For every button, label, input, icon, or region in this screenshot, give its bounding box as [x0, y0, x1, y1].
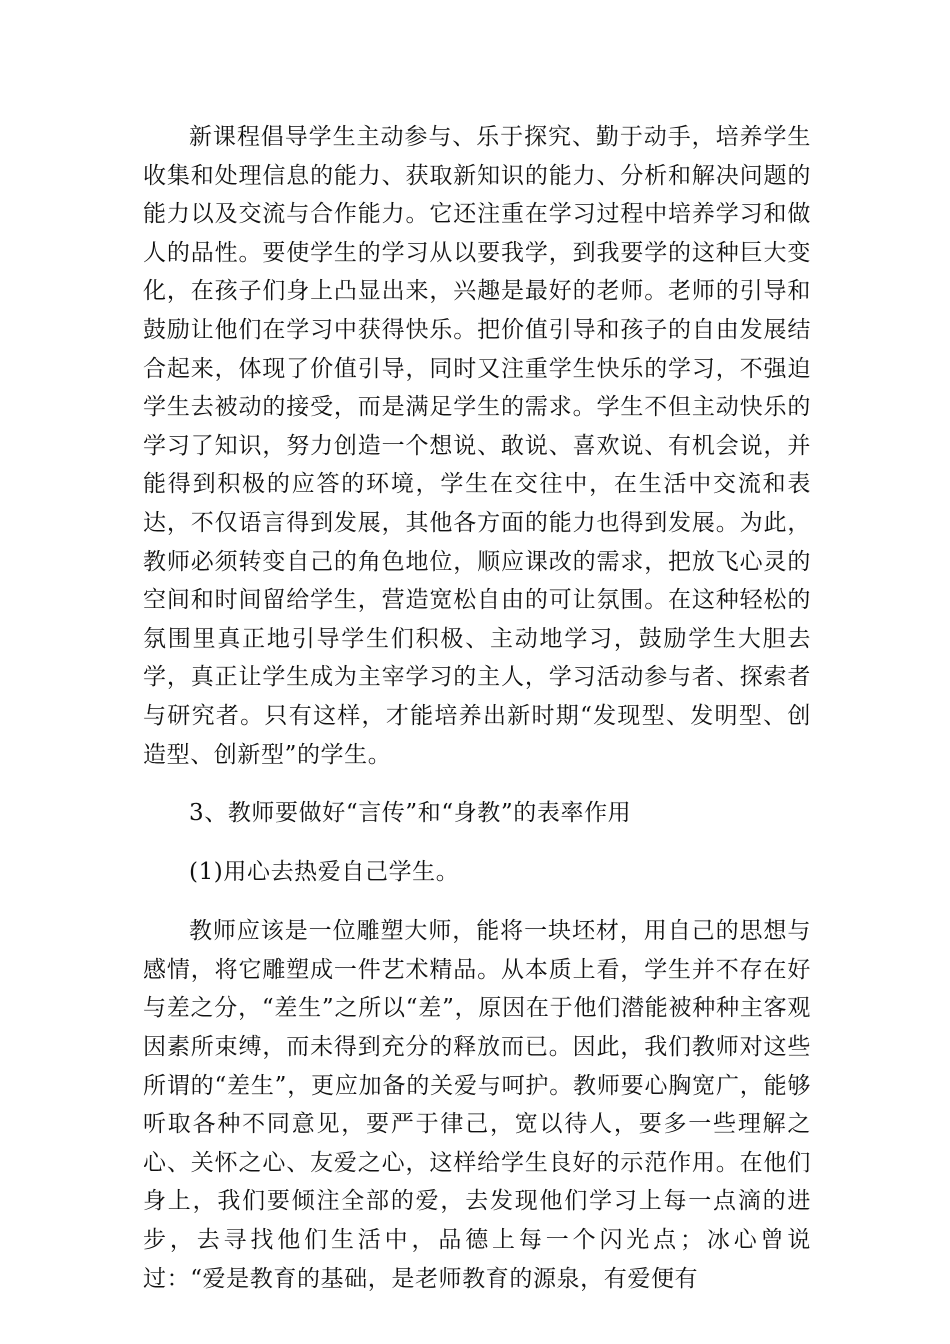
body-paragraph: 新课程倡导学生主动参与、乐于探究、勤于动手，培养学生收集和处理信息的能力、获取新知识的能力、分析和解决问题的能力以及交流与合作能力。它还注重在学习过程中培养学习和做人的品性。要使学生的学习从以要我学，到我要学的这种巨大变化，在孩子们身上凸显出来，兴趣是最好的老师。老师的引导和鼓励让他们在学习中获得快乐。把价值引导和孩子的自由发展结合起来，体现了价值引导，同时又注重学生快乐的学习，不强迫学生去被动的接受，而是满足学生的需求。学生不但主动快乐的学习了知识，努力创造一个想说、敢说、喜欢说、有机会说，并能得到积极的应答的环境，学生在交往中，在生活中交流和表达，不仅语言得到发展，其他各方面的能力也得到发展。为此，教师必须转变自己的角色地位，顺应课改的需求，把放飞心灵的空间和时间留给学生，营造宽松自由的可让氛围。在这种轻松的氛围里真正地引导学生们积极、主动地学习，鼓励学生大胆去学，真正让学生成为主宰学习的主人，学习活动参与者、探索者与研究者。只有这样，才能培养出新时期“发现型、发明型、创造型、创新型”的学生。 [143, 124, 811, 768]
document-page [143, 118, 811, 1298]
subsection-heading: (1)用心去热爱自己学生。 [189, 858, 460, 885]
body-paragraph: 教师应该是一位雕塑大师，能将一块坯材，用自己的思想与感情，将它雕塑成一件艺术精品。从本质上看，学生并不存在好与差之分，“差生”之所以“差”，原因在于他们潜能被种种主客观因素所束缚，而未得到充分的释放而已。因此，我们教师对这些所谓的“差生”，更应加备的关爱与呵护。教师要心胸宽广，能够听取各种不同意见，要严于律己，宽以待人，要多一些理解之心、关怀之心、友爱之心，这样给学生良好的示范作用。在他们身上，我们要倾注全部的爱，去发现他们学习上每一点滴的进步，去寻找他们生活中，品德上每一个闪光点；冰心曾说过：“爱是教育的基础，是老师教育的源泉，有爱便有 [143, 918, 811, 1292]
section-heading: 3、教师要做好“言传”和“身教”的表率作用 [189, 800, 632, 827]
